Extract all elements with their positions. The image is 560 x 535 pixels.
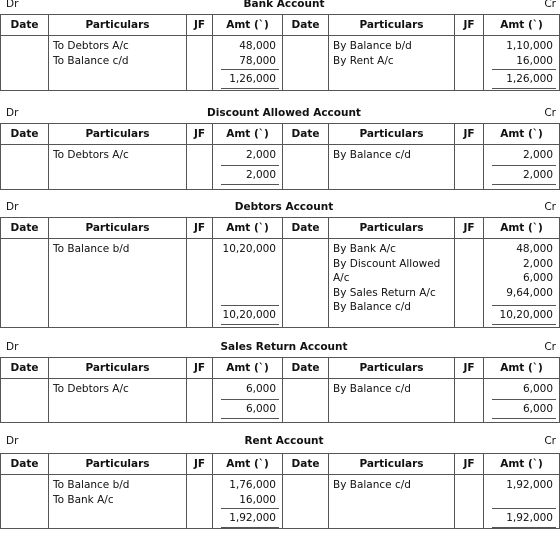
entries-row	[1, 36, 560, 91]
debit-amount-entry: 78,000	[239, 54, 276, 67]
jf-header: JF	[187, 454, 213, 475]
debit-amounts	[213, 36, 282, 68]
account-title: Bank Account	[243, 0, 325, 10]
debit-date-cell	[1, 36, 49, 91]
header-row	[1, 358, 560, 379]
date-header: Date	[1, 358, 49, 379]
amount-header: Amt (`)	[484, 454, 560, 475]
credit-side-marker: Cr	[544, 341, 556, 353]
date-header: Date	[283, 124, 329, 145]
debit-particular-entry: To Debtors A/c	[53, 40, 129, 52]
credit-total: 1,92,000	[492, 508, 556, 528]
credit-total: 6,000	[492, 399, 556, 419]
account-caption	[0, 0, 560, 11]
debit-jf-cell	[187, 379, 213, 423]
credit-date-cell	[283, 475, 329, 529]
debit-side-marker: Dr	[6, 201, 19, 213]
debit-particulars	[49, 475, 186, 507]
jf-header: JF	[187, 124, 213, 145]
amount-header: Amt (`)	[484, 15, 560, 36]
header-row	[1, 218, 560, 239]
credit-amount-cell	[484, 36, 560, 91]
date-header: Date	[1, 124, 49, 145]
header-row	[1, 15, 560, 36]
debit-amount-entry: 16,000	[239, 493, 276, 506]
debit-total: 1,26,000	[221, 69, 279, 89]
ledger-table	[0, 14, 560, 91]
credit-amount-cell	[484, 239, 560, 328]
jf-header: JF	[455, 358, 484, 379]
credit-amount-entry: 2,000	[522, 149, 553, 161]
debit-particulars-cell	[49, 36, 187, 91]
debit-jf-cell	[187, 36, 213, 91]
credit-date-cell	[283, 379, 329, 423]
credit-date-cell	[283, 239, 329, 328]
jf-header: JF	[455, 15, 484, 36]
amount-header: Amt (`)	[213, 358, 283, 379]
debit-particular-entry: To Balance c/d	[53, 54, 129, 67]
amount-header: Amt (`)	[213, 454, 283, 475]
jf-header: JF	[187, 15, 213, 36]
debit-total: 6,000	[221, 399, 279, 419]
debit-particulars-cell	[49, 475, 187, 529]
credit-date-cell	[283, 145, 329, 190]
credit-particular-entry: By Balance b/d	[333, 40, 412, 52]
credit-particulars-cell	[329, 239, 455, 328]
debit-amounts	[213, 239, 282, 257]
debit-particulars-cell	[49, 239, 187, 328]
debit-particulars	[49, 36, 186, 68]
amount-header: Amt (`)	[484, 358, 560, 379]
credit-amounts	[484, 475, 559, 493]
account-caption	[0, 434, 560, 448]
account-title: Sales Return Account	[220, 341, 348, 353]
credit-particulars	[329, 379, 454, 397]
account-title: Debtors Account	[234, 201, 334, 213]
debit-date-cell	[1, 239, 49, 328]
particulars-header: Particulars	[49, 358, 187, 379]
debit-amount-entry: 2,000	[245, 149, 276, 161]
credit-amount-entry: 6,000	[522, 383, 553, 395]
credit-particular-entry: By Balance c/d	[333, 479, 411, 491]
debit-particulars-cell	[49, 379, 187, 423]
credit-particular-entry: By Balance c/d	[333, 383, 411, 395]
credit-amount-entry: 48,000	[516, 243, 553, 255]
date-header: Date	[1, 15, 49, 36]
account-caption	[0, 106, 560, 120]
ledger-table	[0, 357, 560, 423]
debit-amount-cell	[213, 379, 283, 423]
debit-total: 10,20,000	[221, 305, 279, 325]
credit-amount-entry: 2,000	[522, 257, 553, 270]
entries-row	[1, 239, 560, 328]
credit-amount-entry: 16,000	[516, 54, 553, 67]
header-row	[1, 454, 560, 475]
ledger-table	[0, 453, 560, 529]
particulars-header: Particulars	[329, 454, 455, 475]
amount-header: Amt (`)	[213, 15, 283, 36]
credit-jf-cell	[455, 36, 484, 91]
credit-side-marker: Cr	[544, 201, 556, 213]
debit-date-cell	[1, 475, 49, 529]
particulars-header: Particulars	[329, 124, 455, 145]
jf-header: JF	[455, 218, 484, 239]
debit-particular-entry: To Balance b/d	[53, 243, 130, 255]
debit-amount-cell	[213, 145, 283, 190]
amount-header: Amt (`)	[484, 218, 560, 239]
credit-particulars	[329, 145, 454, 163]
particulars-header: Particulars	[329, 218, 455, 239]
entries-row	[1, 379, 560, 423]
debit-amount-entry: 48,000	[239, 40, 276, 52]
credit-side-marker: Cr	[544, 107, 556, 119]
date-header: Date	[1, 218, 49, 239]
credit-particular-entry: By Balance c/d	[333, 149, 411, 161]
debit-particulars-cell	[49, 145, 187, 190]
header-row	[1, 124, 560, 145]
account-caption	[0, 340, 560, 354]
debit-particular-entry: To Debtors A/c	[53, 383, 129, 395]
particulars-header: Particulars	[49, 124, 187, 145]
particulars-header: Particulars	[49, 454, 187, 475]
credit-particulars	[329, 36, 454, 68]
amount-header: Amt (`)	[213, 218, 283, 239]
debit-amounts	[213, 475, 282, 507]
debit-jf-cell	[187, 145, 213, 190]
ledger-table	[0, 217, 560, 328]
jf-header: JF	[187, 218, 213, 239]
jf-header: JF	[187, 358, 213, 379]
credit-particulars-cell	[329, 475, 455, 529]
jf-header: JF	[455, 454, 484, 475]
account-caption	[0, 200, 560, 214]
credit-date-cell	[283, 36, 329, 91]
credit-total: 1,26,000	[492, 69, 556, 89]
credit-amount-cell	[484, 475, 560, 529]
entries-row	[1, 475, 560, 529]
debit-jf-cell	[187, 475, 213, 529]
debit-date-cell	[1, 379, 49, 423]
debit-side-marker: Dr	[6, 341, 19, 353]
debit-particular-entry: To Debtors A/c	[53, 149, 129, 161]
credit-particular-entry: By Sales Return A/c	[333, 286, 436, 299]
debit-particulars	[49, 145, 186, 163]
credit-total: 10,20,000	[492, 305, 556, 325]
debit-amount-entry: 6,000	[245, 383, 276, 395]
credit-particular-entry: By Balance c/d	[333, 301, 411, 313]
credit-side-marker: Cr	[544, 0, 556, 10]
particulars-header: Particulars	[49, 15, 187, 36]
date-header: Date	[283, 454, 329, 475]
debit-jf-cell	[187, 239, 213, 328]
credit-amount-cell	[484, 379, 560, 423]
debit-amounts	[213, 379, 282, 397]
credit-particulars-cell	[329, 145, 455, 190]
credit-particulars	[329, 239, 454, 315]
credit-amount-entry: 1,92,000	[506, 479, 553, 491]
debit-amount-cell	[213, 239, 283, 328]
debit-date-cell	[1, 145, 49, 190]
credit-total: 2,000	[492, 165, 556, 185]
account-title: Discount Allowed Account	[207, 107, 361, 119]
credit-amounts	[484, 36, 559, 68]
credit-jf-cell	[455, 379, 484, 423]
credit-amounts	[484, 239, 559, 300]
entries-row	[1, 145, 560, 190]
debit-particular-entry: To Bank A/c	[53, 493, 114, 506]
debit-amount-entry: 1,76,000	[229, 479, 276, 491]
credit-amount-cell	[484, 145, 560, 190]
particulars-header: Particulars	[49, 218, 187, 239]
jf-header: JF	[455, 124, 484, 145]
credit-amount-entry: 9,64,000	[506, 286, 553, 299]
particulars-header: Particulars	[329, 15, 455, 36]
account-title: Rent Account	[244, 435, 324, 447]
ledger-table	[0, 123, 560, 190]
debit-amount-entry: 10,20,000	[222, 243, 276, 255]
credit-particular-entry: By Bank A/c	[333, 243, 396, 255]
credit-jf-cell	[455, 475, 484, 529]
credit-amounts	[484, 379, 559, 397]
debit-side-marker: Dr	[6, 0, 19, 10]
debit-total: 2,000	[221, 165, 279, 185]
credit-amounts	[484, 145, 559, 163]
credit-particular-entry: By Rent A/c	[333, 54, 394, 67]
debit-particular-entry: To Balance b/d	[53, 479, 130, 491]
credit-jf-cell	[455, 239, 484, 328]
debit-side-marker: Dr	[6, 435, 19, 447]
credit-side-marker: Cr	[544, 435, 556, 447]
particulars-header: Particulars	[329, 358, 455, 379]
date-header: Date	[283, 358, 329, 379]
debit-particulars	[49, 239, 186, 257]
debit-particulars	[49, 379, 186, 397]
debit-amount-cell	[213, 36, 283, 91]
debit-side-marker: Dr	[6, 107, 19, 119]
debit-amounts	[213, 145, 282, 163]
debit-amount-cell	[213, 475, 283, 529]
debit-total: 1,92,000	[221, 508, 279, 528]
credit-amount-entry: 6,000	[522, 272, 553, 284]
date-header: Date	[1, 454, 49, 475]
amount-header: Amt (`)	[484, 124, 560, 145]
credit-particulars	[329, 475, 454, 493]
credit-particulars-cell	[329, 379, 455, 423]
date-header: Date	[283, 15, 329, 36]
credit-particular-entry: By Discount Allowed A/c	[333, 257, 441, 284]
credit-jf-cell	[455, 145, 484, 190]
credit-particulars-cell	[329, 36, 455, 91]
credit-amount-entry: 1,10,000	[506, 40, 553, 52]
amount-header: Amt (`)	[213, 124, 283, 145]
date-header: Date	[283, 218, 329, 239]
